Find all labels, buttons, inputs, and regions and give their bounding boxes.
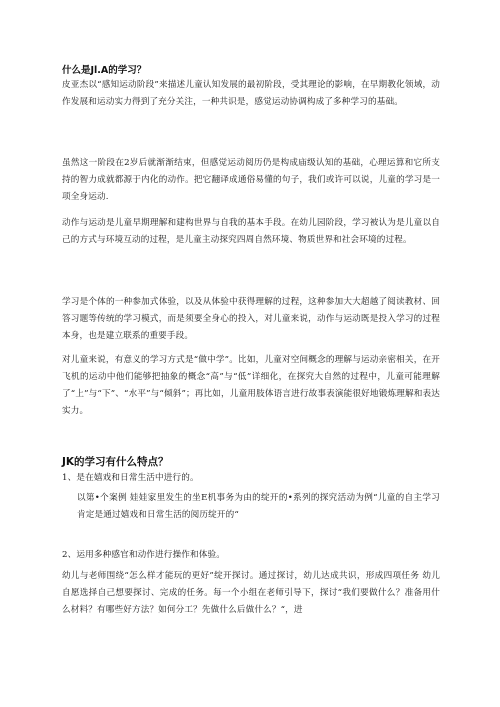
list-item-1-title: 1、是在嬉戏和日常生活中进行的。 [62,473,199,483]
paragraph-participation: 学习是个体的一种参加式体验，以及从体验中获得理解的过程，这种参加大大超越了阅读教材、回答习题等传统的学习模式，而是须要全身心的投入，对儿童来说，动作与运动既是投入学习的过程本身，也是建立联系的重要手段。 [62,297,440,341]
paragraph-piaget: 皮亚杰以“感知运动阶段”来描述儿童认知发展的最初阶段，受其理论的影响，在早期教化领域，动作发展和运动实力得到了充分关注，一种共识是，感觉运动协调构成了多种学习的基础。 [62,80,440,107]
paragraph-learning-by-doing: 对儿童来说，有意义的学习方式是“做中学”。比如，儿童对空间概念的理解与运动亲密相关，在开飞机的运动中他们能够把抽象的概念“高”与“低”详细化，在探究大自然的过程中，儿童可能理解了“上”与“下”、“水平”与“倾斜”；再比如，儿童用肢体语言进行故事表演能很好地锻炼理解和表达实力。 [62,355,440,416]
paragraph-movement: 动作与运动是儿童早期理解和建构世界与自我的基本手段。在幼儿园阶段，学习被认为是儿童以自己的方式与环境互动的过程，是儿童主动探究四周自然环境、物质世界和社会环境的过程。 [62,218,440,245]
paragraph-sensorimotor: 虽然这一阶段在2岁后就渐渐结束，但感觉运动阅历仍是构成庙级认知的基础，心理运算和它所支持的智力成就都源于内化的动作。把它翻译成通俗易懂的句子，我们或许可以说，儿童的学习是一项全身运动. [62,158,440,202]
list-item-2-title: 2、运用多种感官和动作进行操作和体验。 [62,550,226,560]
section-heading-what-is-learning: 什么是Jl.A的学习？ [62,65,147,76]
list-item-2-body: 幼儿与老师围绕“怎么样才能玩的更好”绽开探讨。通过探讨，幼儿达成共识，形成四项任务 幼儿自愿选择自己想要探讨、完成的任务。每一个小组在老师引导下，探讨“我们要做什么？准备用什么材料？有哪些好方法？如何分工？先做什么后做什么？“，进 [62,571,440,615]
section-heading-features: JK的学习有什么特点？ [62,456,169,468]
list-item-1-body: 以第•个案例 娃娃家里发生的坐E机事务为由的绽开的•系列的探究活动为例“儿童的自主学习肯定是通过嬉戏和日常生活的阅历绽开的“ [77,493,440,520]
